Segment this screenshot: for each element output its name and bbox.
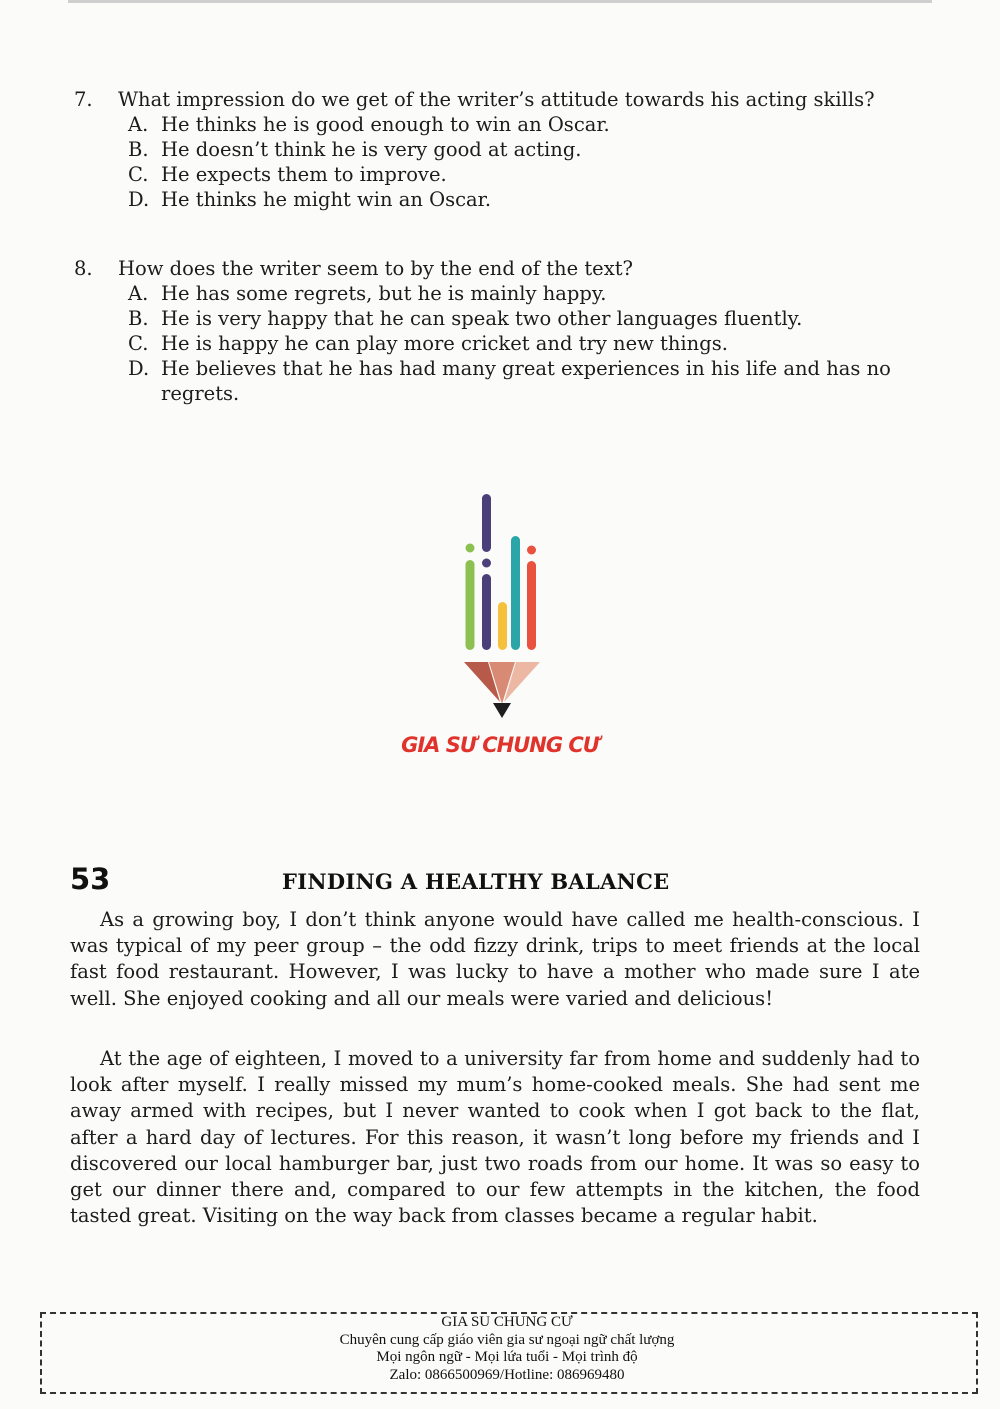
option-letter: C. — [128, 332, 149, 355]
logo-dot — [482, 559, 491, 568]
question-number: 7. — [74, 88, 93, 111]
option-c[interactable] — [128, 162, 934, 187]
footer-contact: Zalo: 0866500969/Hotline: 086969480 — [389, 1366, 625, 1383]
passage-paragraph — [70, 907, 920, 1012]
paragraph-text: As a growing boy, I don’t think anyone would have called me health-conscious. I was typical of my peer group – the odd fizzy drink, trips to meet friends at the local fast food restaurant. However, I was lucky to have a mother who made sure I ate well. She enjoyed cooking and all our meals were varied and delicious! — [70, 908, 920, 1010]
option-text: He is happy he can play more cricket and try new things. — [161, 332, 728, 355]
option-letter: D. — [128, 188, 150, 211]
logo-dot — [466, 544, 475, 553]
option-letter: A. — [128, 113, 149, 136]
option-a[interactable] — [128, 112, 934, 137]
logo-bar — [482, 574, 491, 650]
option-letter: D. — [128, 357, 150, 380]
option-text: He expects them to improve. — [161, 163, 447, 186]
unit-number: 53 — [70, 862, 111, 896]
logo-wordmark: GIA SƯ CHUNG CƯ — [401, 733, 599, 757]
option-text: He believes that he has had many great experiences in his life and has no regrets. — [161, 357, 891, 405]
logo-bar — [466, 560, 475, 650]
logo-bar — [511, 536, 520, 650]
option-list — [128, 281, 934, 406]
footer-tagline: Chuyên cung cấp giáo viên gia sư ngoại ngữ chất lượng — [339, 1331, 675, 1348]
option-a[interactable] — [128, 281, 934, 306]
option-d[interactable] — [128, 356, 934, 406]
pencil-bars-logo-icon — [462, 490, 542, 725]
footer — [40, 1314, 974, 1384]
option-b[interactable] — [128, 306, 934, 331]
option-letter: B. — [128, 307, 149, 330]
option-letter: C. — [128, 163, 149, 186]
option-letter: A. — [128, 282, 149, 305]
unit-title: FINDING A HEALTHY BALANCE — [282, 869, 670, 894]
option-list — [128, 112, 934, 212]
footer-brand: GIA SU CHUNG CƯ — [441, 1314, 573, 1330]
option-text: He doesn’t think he is very good at acting. — [161, 138, 582, 161]
logo-bar — [482, 494, 491, 552]
option-c[interactable] — [128, 331, 934, 356]
question-stem: What impression do we get of the writer’s attitude towards his acting skills? — [118, 88, 875, 111]
top-rule — [68, 0, 932, 3]
option-b[interactable] — [128, 137, 934, 162]
logo-bar — [527, 561, 536, 650]
question-number: 8. — [74, 257, 93, 280]
logo-lead — [493, 703, 511, 718]
option-text: He is very happy that he can speak two other languages fluently. — [161, 307, 803, 330]
passage-paragraph — [70, 1046, 920, 1229]
question-stem: How does the writer seem to by the end of the text? — [118, 257, 633, 280]
option-letter: B. — [128, 138, 149, 161]
option-text: He thinks he might win an Oscar. — [161, 188, 492, 211]
question-7 — [74, 87, 934, 212]
option-d[interactable] — [128, 187, 934, 212]
logo-bar — [498, 602, 507, 650]
footer-scope: Mọi ngôn ngữ - Mọi lứa tuổi - Mọi trình độ — [376, 1349, 638, 1365]
question-8 — [74, 256, 934, 406]
option-text: He thinks he is good enough to win an Oscar. — [161, 113, 610, 136]
paragraph-text: At the age of eighteen, I moved to a university far from home and suddenly had to look after myself. I really missed my mum’s home-cooked meals. She had sent me away armed with recipes, but I never wanted to cook when I got back to the flat, after a hard day of lectures. For this reason, it wasn’t long before my friends and I discovered our local hamburger bar, just two roads from our home. It was so easy to get our dinner there and, compared to our few attempts in the kitchen, the food tasted great. Visiting on the way back from classes became a regular habit. — [70, 1047, 920, 1228]
logo-dot — [527, 546, 536, 555]
option-text: He has some regrets, but he is mainly happy. — [161, 282, 607, 305]
